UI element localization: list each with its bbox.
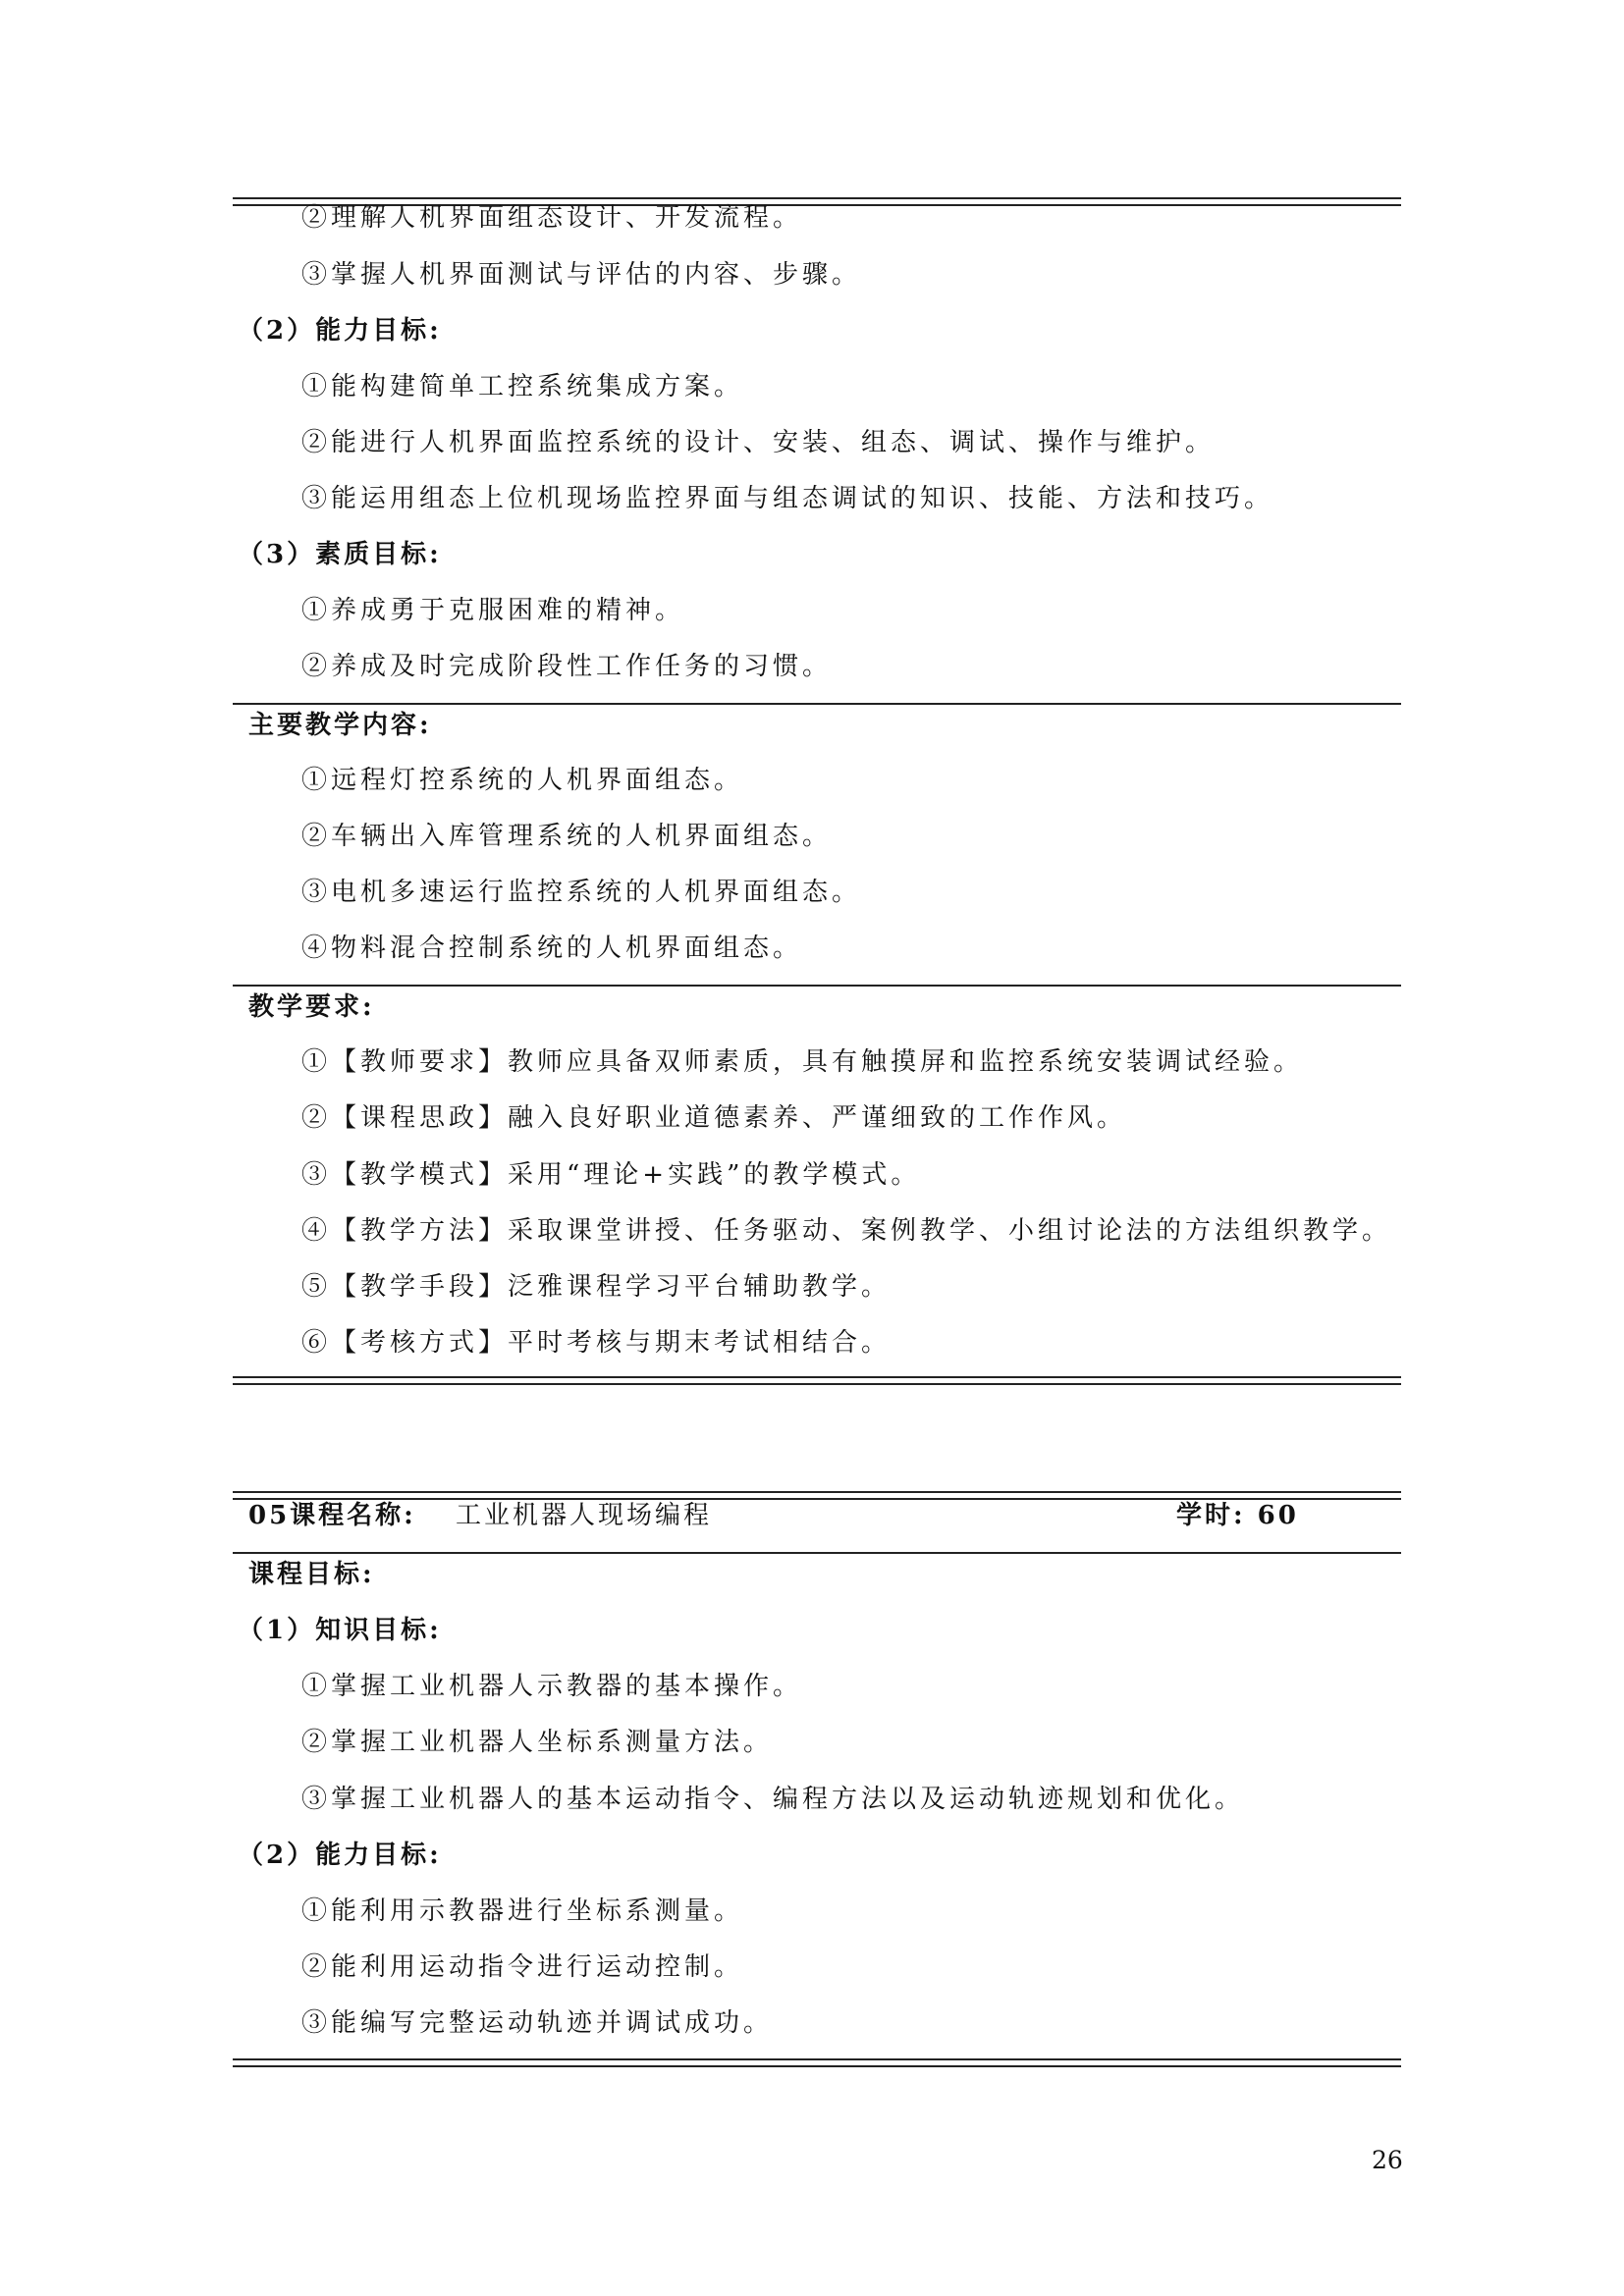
row-divider [233, 985, 1401, 987]
objectives-heading: 课程目标: [248, 1560, 375, 1589]
quality-item-2: ②养成及时完成阶段性工作任务的习惯。 [301, 652, 833, 681]
knowledge-item-2: ②掌握工业机器人坐标系测量方法。 [301, 1728, 774, 1757]
knowledge-item-3: ③掌握工业机器人的基本运动指令、编程方法以及运动轨迹规划和优化。 [301, 1785, 1245, 1814]
course-name: 工业机器人现场编程 [456, 1501, 713, 1530]
requirement-item-2: ②【课程思政】融入良好职业道德素养、严谨细致的工作作风。 [301, 1103, 1127, 1133]
ability-heading: （2）能力目标: [238, 316, 442, 346]
ability-item-3: ③能编写完整运动轨迹并调试成功。 [301, 2008, 774, 2038]
knowledge-item-1: ①掌握工业机器人示教器的基本操作。 [301, 1672, 803, 1701]
requirement-item-6: ⑥【考核方式】平时考核与期末考试相结合。 [301, 1328, 892, 1358]
quality-heading: （3）素质目标: [238, 540, 442, 569]
ability-item-1: ①能构建简单工控系统集成方案。 [301, 372, 744, 401]
requirements-heading: 教学要求: [248, 992, 375, 1022]
course-title-row [248, 1499, 1387, 1534]
knowledge-item-2: ②理解人机界面组态设计、开发流程。 [301, 203, 803, 233]
content-item-3: ③电机多速运行监控系统的人机界面组态。 [301, 878, 862, 907]
knowledge-heading: （1）知识目标: [238, 1616, 442, 1645]
content-item-4: ④物料混合控制系统的人机界面组态。 [301, 934, 803, 963]
page-number: 26 [1372, 2146, 1403, 2174]
table-bottom-border [233, 2058, 1401, 2067]
ability-heading: （2）能力目标: [238, 1841, 442, 1870]
hours-label: 学时: 60 [1176, 1501, 1299, 1530]
ability-item-2: ②能利用运动指令进行运动控制。 [301, 1952, 744, 1982]
table-bottom-border [233, 1376, 1401, 1385]
course-label: 05课程名称: [248, 1501, 416, 1530]
content-heading: 主要教学内容: [248, 711, 432, 740]
content-item-2: ②车辆出入库管理系统的人机界面组态。 [301, 822, 833, 851]
ability-item-1: ①能利用示教器进行坐标系测量。 [301, 1896, 744, 1926]
requirement-item-5: ⑤【教学手段】泛雅课程学习平台辅助教学。 [301, 1272, 892, 1302]
ability-item-3: ③能运用组态上位机现场监控界面与组态调试的知识、技能、方法和技巧。 [301, 484, 1274, 513]
requirement-item-1: ①【教师要求】教师应具备双师素质，具有触摸屏和监控系统安装调试经验。 [301, 1047, 1304, 1077]
requirement-item-4: ④【教学方法】采取课堂讲授、任务驱动、案例教学、小组讨论法的方法组织教学。 [301, 1216, 1392, 1246]
ability-item-2: ②能进行人机界面监控系统的设计、安装、组态、调试、操作与维护。 [301, 428, 1216, 457]
requirement-item-3: ③【教学模式】采用“理论+实践”的教学模式。 [301, 1160, 921, 1190]
knowledge-item-3: ③掌握人机界面测试与评估的内容、步骤。 [301, 260, 862, 290]
row-divider [233, 703, 1401, 705]
content-item-1: ①远程灯控系统的人机界面组态。 [301, 766, 744, 795]
row-divider [233, 1552, 1401, 1554]
quality-item-1: ①养成勇于克服困难的精神。 [301, 596, 685, 625]
